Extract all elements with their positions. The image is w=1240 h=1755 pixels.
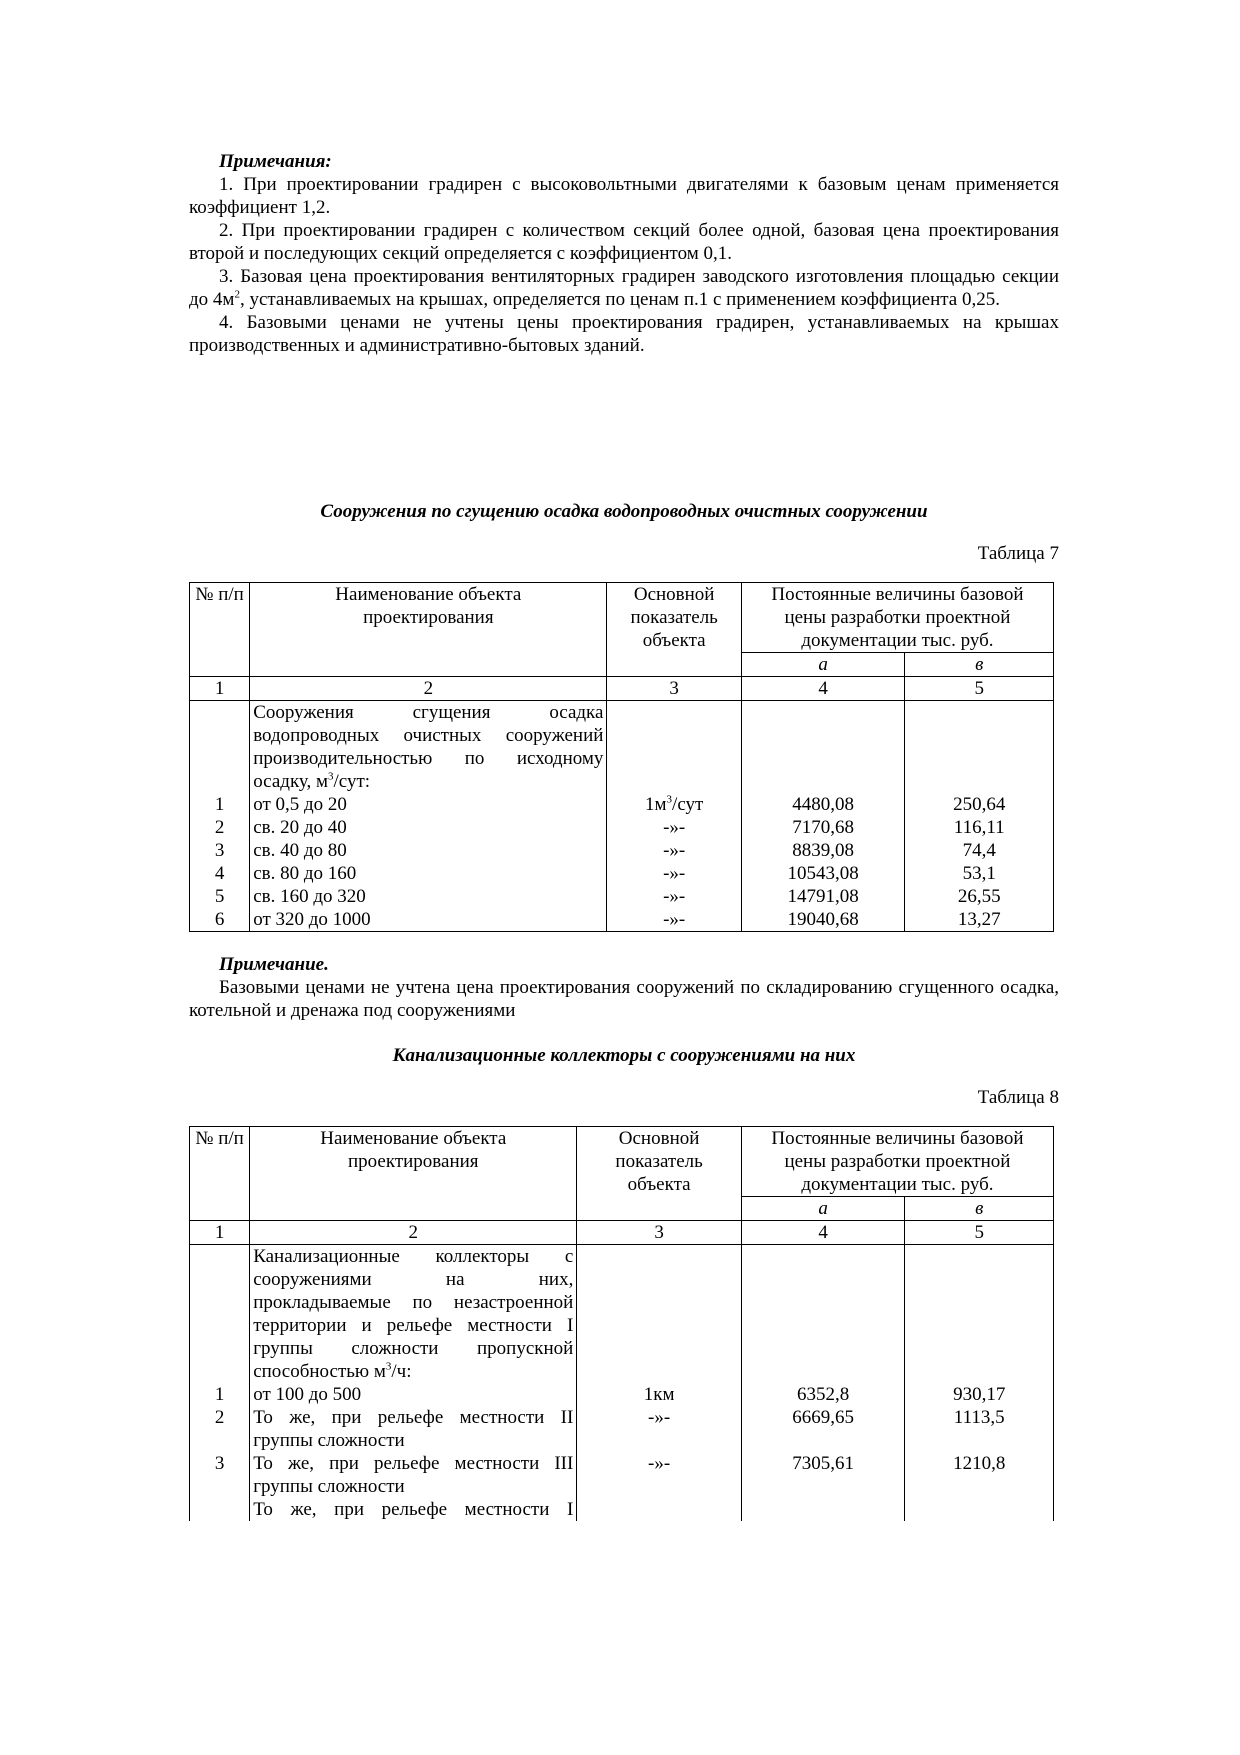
header-name: Наименование объекта проектирования bbox=[250, 583, 607, 677]
header-b: в bbox=[905, 1197, 1054, 1221]
table-7-name-column: Сооружения сгущения осадка водопроводных очистных сооружений производительностью по исходному осадку, $м^3$/сут: от 0,5 до 20 св. 20 до 40 св. 40 до 80 св. 80 до 160 св. 160 до 320 от 320 до 1000 bbox=[250, 701, 607, 932]
header-indicator: Основной показатель объекта bbox=[577, 1127, 742, 1221]
document-page bbox=[189, 150, 1059, 1521]
table-7-num-column: 1 2 3 4 5 6 bbox=[190, 701, 250, 932]
note-2-title: Примечание. bbox=[219, 954, 329, 975]
col-number-3: 3 bbox=[577, 1221, 742, 1245]
note-2-text: Базовыми ценами не учтена цена проектирования сооружений по складированию сгущенного осадка, котельной и дренажа под сооружениями bbox=[189, 977, 1059, 1021]
note-1: 1. При проектировании градирен с высоковольтными двигателями к базовым ценам применяется коэффициент 1,2. bbox=[189, 174, 1059, 218]
header-b: в bbox=[905, 653, 1054, 677]
table-8-label: Таблица 8 bbox=[977, 1087, 1059, 1108]
col-number-5: 5 bbox=[905, 677, 1054, 701]
table-7-label: Таблица 7 bbox=[977, 543, 1059, 564]
table-8-indicator-column: 1км -»- -»- bbox=[577, 1245, 742, 1522]
col-number-1: 1 bbox=[190, 1221, 250, 1245]
header-name: Наименование объекта проектирования bbox=[250, 1127, 577, 1221]
table-7-a-column: 4480,08 7170,68 8839,08 10543,08 14791,08 19040,68 bbox=[741, 701, 905, 932]
table-7-b-column: 250,64 116,11 74,4 53,1 26,55 13,27 bbox=[905, 701, 1054, 932]
table-8-name-column: Канализационные коллекторы с сооружениями на них, прокладываемые по незастроенной территории и рельефе местности I группы сложности пропускной способностью $м^3/ч$: от 100 до 500 То же, при рельефе местности II группы сложности То же, при рельефе местности III группы сложности То же, при рельефе местности I bbox=[250, 1245, 577, 1522]
header-num: № п/п bbox=[190, 583, 250, 677]
note-3-text-a: 3. Базовая цена проектирования вентиляторных градирен заводского изготовления площадью секции до 4м bbox=[189, 266, 1059, 310]
header-constants: Постоянные величины базовой цены разработки проектной документации тыс. руб. bbox=[741, 1127, 1053, 1197]
table-7 bbox=[189, 582, 1054, 932]
table-8-a-column: 6352,8 6669,65 7305,61 bbox=[741, 1245, 905, 1522]
col-number-4: 4 bbox=[741, 1221, 905, 1245]
col-number-1: 1 bbox=[190, 677, 250, 701]
header-num: № п/п bbox=[190, 1127, 250, 1221]
section-8-title: Канализационные коллекторы с сооружениями на них bbox=[392, 1045, 856, 1066]
col-number-4: 4 bbox=[741, 677, 905, 701]
table-8-b-column: 930,17 1113,5 1210,8 bbox=[905, 1245, 1054, 1522]
note-3 bbox=[189, 265, 1059, 311]
col-number-2: 2 bbox=[250, 677, 607, 701]
note-3-text-b: , устанавливаемых на крышах, определяется по ценам п.1 с применением коэффициента 0,25. bbox=[239, 289, 1000, 310]
header-a: а bbox=[741, 653, 905, 677]
col-number-2: 2 bbox=[250, 1221, 577, 1245]
notes-title: Примечания: bbox=[219, 151, 332, 172]
section-7-title: Сооружения по сгущению осадка водопроводных очистных сооружении bbox=[320, 501, 928, 522]
table-8 bbox=[189, 1126, 1054, 1521]
header-a: а bbox=[741, 1197, 905, 1221]
col-number-5: 5 bbox=[905, 1221, 1054, 1245]
table-7-indicator-column: $1м^3$/сут -»- -»- -»- -»- -»- bbox=[607, 701, 741, 932]
header-indicator: Основной показатель объекта bbox=[607, 583, 741, 677]
note-2: 2. При проектировании градирен с количеством секций более одной, базовая цена проектирования второй и последующих секций определяется с коэффициентом 0,1. bbox=[189, 220, 1059, 264]
note-3-superscript: 2 bbox=[234, 288, 240, 301]
note-4: 4. Базовыми ценами не учтены цены проектирования градирен, устанавливаемых на крышах производственных и административно-бытовых зданий. bbox=[189, 312, 1059, 356]
col-number-3: 3 bbox=[607, 677, 741, 701]
header-constants: Постоянные величины базовой цены разработки проектной документации тыс. руб. bbox=[741, 583, 1053, 653]
table-8-num-column: 1 2 3 bbox=[190, 1245, 250, 1522]
